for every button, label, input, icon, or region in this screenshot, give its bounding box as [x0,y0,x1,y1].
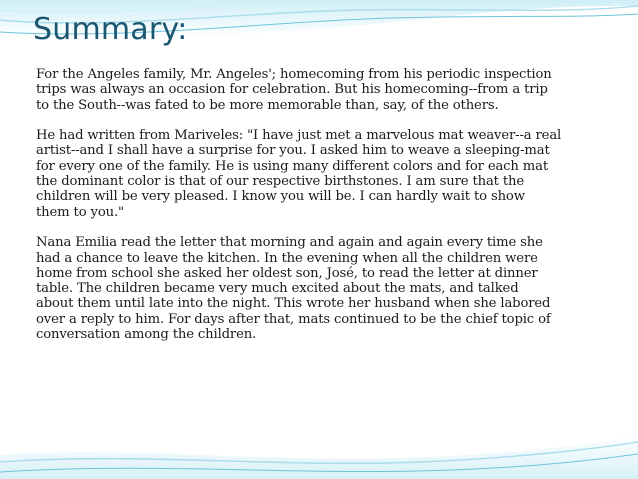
text-line: home from school she asked her oldest son, José, to read the letter at dinner [36,265,538,281]
text-line: children will be very pleased. I know you will be. I can hardly wait to show [36,189,525,205]
text-line: to the South--was fated to be more memorable than, say, of the others. [36,97,499,113]
text-line: Nana Emilia read the letter that morning and again and again every time she [36,235,543,251]
text-line: the dominant color is that of our respective birthstones. I am sure that the [36,174,525,190]
summary-body [36,67,596,358]
text-line: them to you." [36,204,124,220]
text-line: table. The children became very much excited about the mats, and talked [36,281,519,297]
text-line: He had written from Mariveles: "I have just met a marvelous mat weaver--a real [36,128,562,144]
text-line: conversation among the children. [36,327,257,343]
text-line: for every one of the family. He is using many different colors and for each mat [36,158,549,174]
text-line: about them until late into the night. This wrote her husband when she labored [36,296,551,312]
text-line: over a reply to him. For days after that, mats continued to be the chief topic of [36,311,551,327]
paragraph-homecoming [36,67,596,113]
text-line: For the Angeles family, Mr. Angeles'; homecoming from his periodic inspection [36,67,552,82]
text-line: artist--and I shall have a surprise for you. I asked him to weave a sleeping-mat [36,143,550,159]
paragraph-letter [36,128,596,220]
paragraph-nana-emilia [36,235,596,342]
text-line: trips was always an occasion for celebration. But his homecoming--from a trip [36,82,548,98]
slide-title: Summary: [33,12,188,47]
text-line: had a chance to leave the kitchen. In the evening when all the children were [36,250,538,266]
